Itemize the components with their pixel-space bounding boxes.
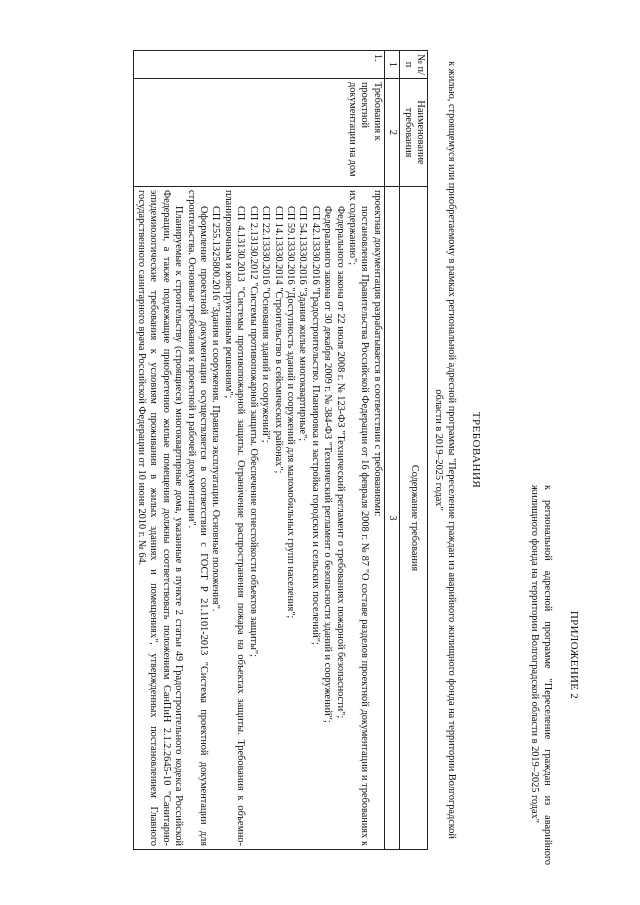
paragraph-sp-42: СП 42.13330.2016 "Градостроительство. Планировка и застройка городских и сельских поселений"; [309, 206, 321, 645]
paragraph-sp-59: СП 59.13330.2016 "Доступность зданий и сооружений для маломобильных групп населения"; [284, 206, 296, 619]
paragraph-gost: Оформление проектной документации осуществляется в соответствии с ГОСТ Р 21.1101-2013 "Система проектной документации для строительства. Основные требования к проектной и рабочей документации". [185, 190, 210, 846]
header-num: № п/п [400, 51, 428, 79]
column-number-3: 3 [384, 187, 399, 850]
paragraph-intro: проектная документация разрабатывается в соответствии с требованиями: [371, 190, 383, 517]
paragraph-sp-2: СП 2.13130.2012 "Системы противопожарной защиты. Обеспечение огнестойкости объектов защиты"; [247, 206, 259, 657]
table-header-row [400, 51, 428, 850]
appendix-block [528, 485, 580, 865]
paragraph-law-123: Федерального закона от 22 июля 2008 г. № 123-ФЗ "Технический регламент о требованиях пожарной безопасности"; [334, 206, 346, 719]
appendix-text: к региональной адресной программе "Переселение граждан из аварийного жилищного фонда на территории Волгоградской области в 2019–2025 годах" [529, 485, 553, 865]
column-number-row [384, 51, 399, 850]
column-number-2: 2 [384, 79, 399, 187]
paragraph-law-384: Федерального закона от 30 декабря 2009 г. № 384-ФЗ "Технический регламент о безопасности зданий и сооружений"; [322, 206, 334, 723]
document-page [60, 30, 580, 870]
table-row [133, 51, 384, 850]
paragraph-decree-87: постановления Правительства Российской Федерации от 16 февраля 2008 г. № 87 "О составе разделов проектной документации и требованиях к их содержанию"; [346, 190, 371, 846]
header-name: Наименование требования [400, 79, 428, 187]
row-num: 1. [133, 51, 384, 79]
paragraph-sp-255: СП 255.1325800.2016 "Здания и сооружения. Правила эксплуатации. Основные положения". [210, 206, 222, 612]
paragraph-sanpin: Планируемые к строительству (строящиеся) многоквартирные дома, указанные в пункте 2 статьи 49 Градостроительного кодекса Российской Федерации, а также подлежащие приобретению жилые помещения должны соответствовать положениям СанПиН 2.1.2.2645-10 "Санитарно-эпидемиологические требования к условиям проживания в жилых зданиях и помещениях", утвержденных постановлением Главного государственного санитарного врача Российской Федерации от 10 июня 2010 г. № 64. [136, 190, 185, 846]
paragraph-sp-14: СП 14.13330.2014 "Строительство в сейсмических районах"; [272, 206, 284, 474]
header-content: Содержание требования [400, 187, 428, 850]
column-number-1: 1 [384, 51, 399, 79]
paragraph-sp-4: СП 4.13130.2013 "Системы противопожарной защиты. Ограничение распространения пожара на объектах защиты. Требования к объемно-планировочным и конструктивным решениям"; [222, 190, 247, 846]
paragraph-sp-22: СП 22.13330.2016 "Основания зданий и сооружений"; [260, 206, 272, 443]
row-content [133, 187, 384, 850]
requirements-table [133, 50, 428, 850]
document-subtitle: к жилью, строящемуся или приобретаемому в рамках региональной адресной программы "Переселение граждан из аварийного жилищного фонда на территории Волгоградской области в 2019–2025 годах" [433, 61, 457, 839]
row-name: Требования к проектной документации на дом [133, 79, 384, 187]
document-heading [432, 50, 482, 850]
appendix-title: ПРИЛОЖЕНИЕ 2 [568, 610, 580, 700]
document-title: ТРЕБОВАНИЯ [470, 411, 482, 489]
paragraph-sp-54: СП 54.13330.2016 "Здания жилые многоквартирные"; [297, 206, 309, 442]
